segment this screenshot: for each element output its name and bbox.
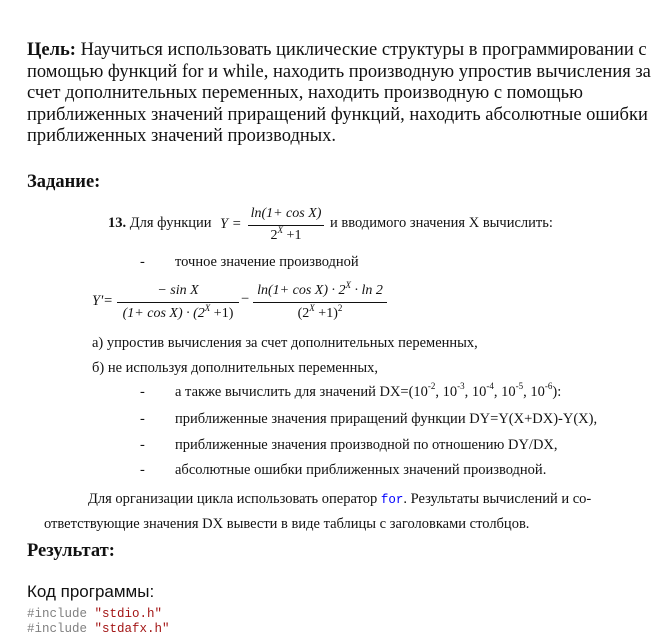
func-lhs: Y = [220,216,242,232]
dx-exp: -2 [427,381,436,391]
deriv-t1-num: − sin X [157,283,199,298]
bullet-dash: - [140,437,145,453]
dx-exp: -5 [515,381,524,391]
goal-text: Научиться использовать циклические структуры в программировании с помощью функций for и while, находить производную упростив вычисления за счет дополнительных переменных, находить производную с помощью приближенных значений приращений функций, находить абсолютные ошибки приближенных значений производных. [27,40,651,146]
func-fraction-line [248,225,324,226]
item-b: б) не используя дополнительных переменных, [92,360,378,376]
deriv-t1-den: $(1+ \cos X) \cdot (2^X +1)$ [122,303,234,321]
deriv-t2-num: $\ln(1+ \cos X) \cdot 2^X \cdot \ln 2$ [257,280,383,298]
func-numerator: ln(1+ cos X) [250,206,322,221]
bullet-delta-y: приближенные значения приращений функции DY=Y(X+DX)-Y(X), [175,411,598,427]
deriv-minus: − [241,291,250,307]
code-line: #include "stdio.h" [27,607,163,621]
code-heading: Код программы: [27,582,155,601]
deriv-t1-line [117,302,239,303]
goal-label: Цель: [27,40,76,60]
bullet-dash: - [140,384,145,400]
task-intro-tail: и вводимого значения Х вычислить: [330,215,553,231]
task-heading: Задание: [27,172,101,192]
dx-exp: -6 [544,381,553,391]
for-keyword: for [380,493,404,507]
result-heading: Результат: [27,541,115,561]
deriv-lhs: Y'= [92,293,113,309]
bullet-approx-derivative: приближенные значения производной по отношению DY/DX, [175,437,558,453]
task-number: 13. [108,215,127,231]
bullet-exact-derivative: точное значение производной [175,254,359,270]
goal-paragraph [27,40,652,148]
task-intro [108,215,212,232]
bullet-dash: - [140,462,145,478]
bullet-abs-errors: абсолютные ошибки приближенных значений производной. [175,462,547,478]
deriv-t2-line [253,302,387,303]
func-denominator: $2^X +1$ [270,225,302,243]
loop-paragraph-line1: Для организации цикла использовать оператор for. Результаты вычислений и со- [88,491,592,507]
bullet-dash: - [140,254,145,270]
code-line: #include "stdafx.h" [27,622,170,636]
dx-exp: -3 [457,381,465,391]
task-intro-text: Для функции [129,215,212,231]
deriv-t2-den: $(2^X +1)^2$ [297,303,343,321]
dx-exp: -4 [486,381,494,391]
item-a: а) упростив вычисления за счет дополнительных переменных, [92,335,478,351]
bullet-dash: - [140,411,145,427]
loop-paragraph-line2: ответствующие значения DX вывести в виде таблицы с заголовками столбцов. [44,516,530,532]
bullet-dx-values: а также вычислить для значений $DX=(10^{-2}$, $10^{-3}$, $10^{-4}$, $10^{-5}$, $10^{-6}$): [175,381,562,400]
